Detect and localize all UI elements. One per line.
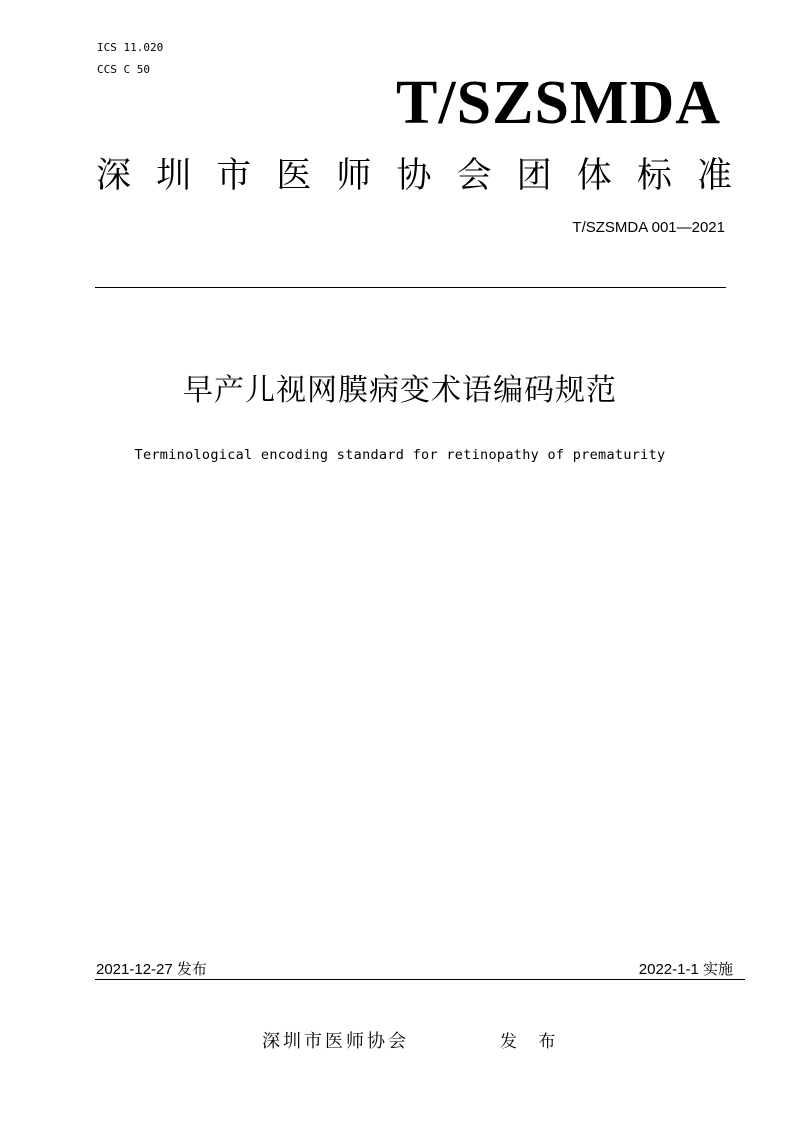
org-char: 会 xyxy=(456,156,492,196)
issue-label: 发 布 xyxy=(500,1032,564,1052)
org-char: 协 xyxy=(396,156,432,196)
document-title-chinese: 早产儿视网膜病变术语编码规范 xyxy=(183,373,617,408)
org-char: 准 xyxy=(696,156,732,196)
ccs-code: CCS C 50 xyxy=(97,63,150,76)
org-char: 深 xyxy=(96,156,132,196)
publish-date: 2021-12-27 发布 xyxy=(96,961,207,978)
footer-divider xyxy=(95,979,745,980)
org-char: 师 xyxy=(336,156,372,196)
org-char: 圳 xyxy=(156,156,192,196)
implementation-date: 2022-1-1 实施 xyxy=(638,961,733,978)
org-char: 体 xyxy=(576,156,612,196)
issuing-organization: 深圳市医师协会 xyxy=(262,1031,409,1052)
standard-number: T/SZSMDA 001—2021 xyxy=(572,219,725,236)
org-char: 标 xyxy=(636,156,672,196)
document-title-english: Terminological encoding standard for retinopathy of prematurity xyxy=(134,447,666,463)
org-char: 医 xyxy=(276,156,312,196)
ics-code: ICS 11.020 xyxy=(97,41,164,54)
standard-brand: T/SZSMDA xyxy=(396,69,721,137)
header-divider xyxy=(95,287,726,288)
org-char: 团 xyxy=(516,156,552,196)
org-char: 市 xyxy=(216,156,252,196)
organization-standard-title xyxy=(96,156,732,196)
